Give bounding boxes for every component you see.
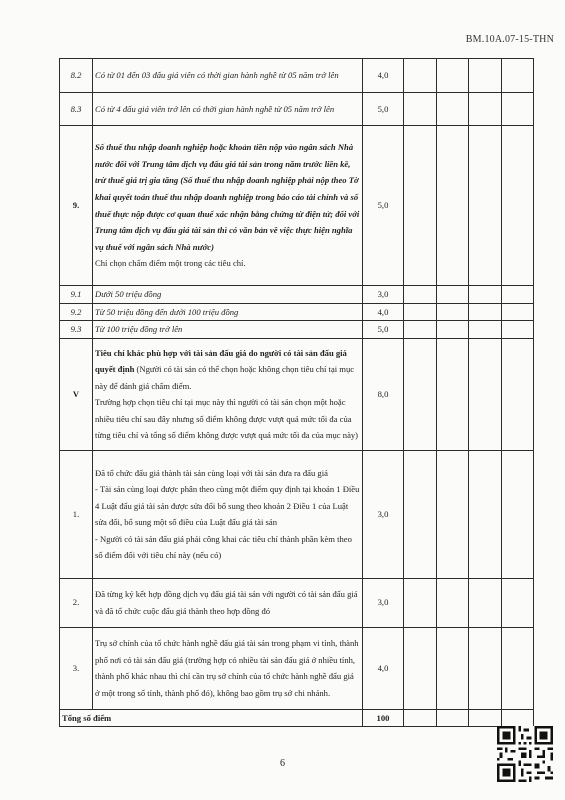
criterion-line: - Người có tài sản đấu giá phải công khai các tiêu chí thành phần kèm theo số điểm đối với tiêu chí này (nếu có) [95,533,352,561]
table-row [60,321,534,339]
criterion-line: Đã tổ chức đấu giá thành tài sản cùng loại với tài sản đưa ra đấu giá [95,467,328,478]
table-row [60,59,534,93]
criterion-text [93,126,363,286]
max-score: 5,0 [363,126,404,286]
score-cell [469,126,502,286]
score-cell [436,627,469,709]
criterion-text: Có từ 4 đấu giá viên trở lên có thời gian hành nghề từ 05 năm trở lên [93,93,363,126]
score-cell [469,709,502,727]
table-row [60,338,534,450]
criterion-text: Dưới 50 triệu đồng [93,286,363,304]
score-cell [501,286,534,304]
score-cell [436,93,469,126]
criterion-text [93,338,363,450]
criterion-text: Đã từng ký kết hợp đồng dịch vụ đấu giá tài sản với người có tài sản đấu giá và đã tổ chức cuộc đấu giá thành theo hợp đồng đó [93,578,363,627]
score-cell [501,303,534,321]
score-cell [404,321,437,339]
criterion-number: 9.3 [60,321,93,339]
criterion-number: 8.2 [60,59,93,93]
score-cell [469,338,502,450]
score-cell [501,321,534,339]
score-cell [404,578,437,627]
score-cell [501,578,534,627]
score-cell [404,450,437,578]
max-score: 3,0 [363,286,404,304]
score-cell [404,709,437,727]
criterion-heading: Số thuế thu nhập doanh nghiệp hoặc khoản tiền nộp vào ngân sách Nhà nước đối với Trung tâm dịch vụ đấu giá tài sản trong năm trước liền kề, trừ thuế giá trị gia tăng (Số thuế thu nhập doanh nghiệp phải nộp theo Tờ khai quyết toán thuế thu nhập doanh nghiệp trong báo cáo tài chính và số thuế thực nộp được cơ quan thuế xác nhận bằng chứng từ điện tử; đối với Trung tâm dịch vụ đấu giá tài sản thì có văn bản về việc thực hiện nghĩa vụ thuế với ngân sách Nhà nước) [95,142,360,252]
criterion-number: 9.2 [60,303,93,321]
criterion-text [93,450,363,578]
qr-code [497,726,553,782]
criterion-text: Từ 50 triệu đồng đến dưới 100 triệu đồng [93,303,363,321]
score-cell [436,286,469,304]
score-cell [436,126,469,286]
max-score: 3,0 [363,450,404,578]
criterion-text: Trụ sở chính của tổ chức hành nghề đấu giá tài sản trong phạm vi tỉnh, thành phố nơi có tài sản đấu giá (trường hợp có nhiều tài sản đấu giá ở nhiều tỉnh, thành phố khác nhau thì chỉ cần trụ sở chính của tổ chức hành nghề đấu giá ở một trong số tỉnh, thành phố đó), không bao gồm trụ sở chi nhánh. [93,627,363,709]
table-row [60,450,534,578]
score-cell [436,303,469,321]
score-cell [501,709,534,727]
score-cell [469,303,502,321]
score-cell [501,59,534,93]
score-cell [436,709,469,727]
score-cell [404,59,437,93]
max-score: 8,0 [363,338,404,450]
criterion-number: 8.3 [60,93,93,126]
score-cell [501,450,534,578]
max-score: 5,0 [363,321,404,339]
score-cell [404,303,437,321]
table-row [60,578,534,627]
criterion-number: 9. [60,126,93,286]
score-cell [469,59,502,93]
total-label: Tổng số điểm [60,709,363,727]
max-score: 5,0 [363,93,404,126]
score-cell [404,286,437,304]
criterion-text: Từ 100 triệu đồng trở lên [93,321,363,339]
score-cell [404,93,437,126]
score-cell [501,338,534,450]
score-cell [436,578,469,627]
criterion-heading: Tiêu chí khác phù hợp với tài sản đấu giá do người có tài sản đấu giá quyết định [95,347,347,375]
score-cell [404,627,437,709]
score-cell [436,59,469,93]
score-cell [469,450,502,578]
criterion-number: 3. [60,627,93,709]
max-score: 4,0 [363,59,404,93]
score-cell [469,321,502,339]
table-row [60,286,534,304]
criterion-number: 9.1 [60,286,93,304]
score-cell [436,321,469,339]
score-cell [436,338,469,450]
score-cell [404,126,437,286]
max-score: 4,0 [363,627,404,709]
score-cell [501,627,534,709]
criterion-number: 2. [60,578,93,627]
document-code: BM.10A.07-15-THN [465,34,554,45]
total-row [60,709,534,727]
criterion-number: V [60,338,93,450]
score-cell [436,450,469,578]
table-row [60,303,534,321]
score-cell [469,578,502,627]
table-row [60,93,534,126]
score-cell [501,93,534,126]
criterion-text: Có từ 01 đến 03 đấu giá viên có thời gian hành nghề từ 05 năm trở lên [93,59,363,93]
score-cell [469,627,502,709]
page-number: 6 [280,758,285,769]
max-score: 3,0 [363,578,404,627]
table-row [60,126,534,286]
criterion-line: - Tài sản cùng loại được phân theo cùng một điểm quy định tại khoản 1 Điều 4 Luật đấu giá tài sản được sửa đổi bổ sung theo khoản 2 Điều 1 của Luật sửa đổi, bổ sung một số điều của Luật đấu giá tài sản [95,484,360,528]
total-max-score: 100 [363,709,404,727]
criterion-detail: Trường hợp chọn tiêu chí tại mục này thì người có tài sản chọn một hoặc nhiều tiêu chí sau đây nhưng số điểm không được vượt quá mức tối đa của từng tiêu chí và tổng số điểm không được vượt quá mức tối đa của mục này) [95,397,359,441]
score-cell [469,93,502,126]
score-cell [501,126,534,286]
score-cell [404,338,437,450]
score-cell [469,286,502,304]
table-row [60,627,534,709]
scoring-table [59,58,534,727]
criterion-number: 1. [60,450,93,578]
criterion-note: (Người có tài sản có thể chọn hoặc không chọn tiêu chí tại mục này để đánh giá chấm điểm. [95,364,355,391]
criterion-note: Chỉ chọn chấm điểm một trong các tiêu chí. [95,258,246,269]
max-score: 4,0 [363,303,404,321]
